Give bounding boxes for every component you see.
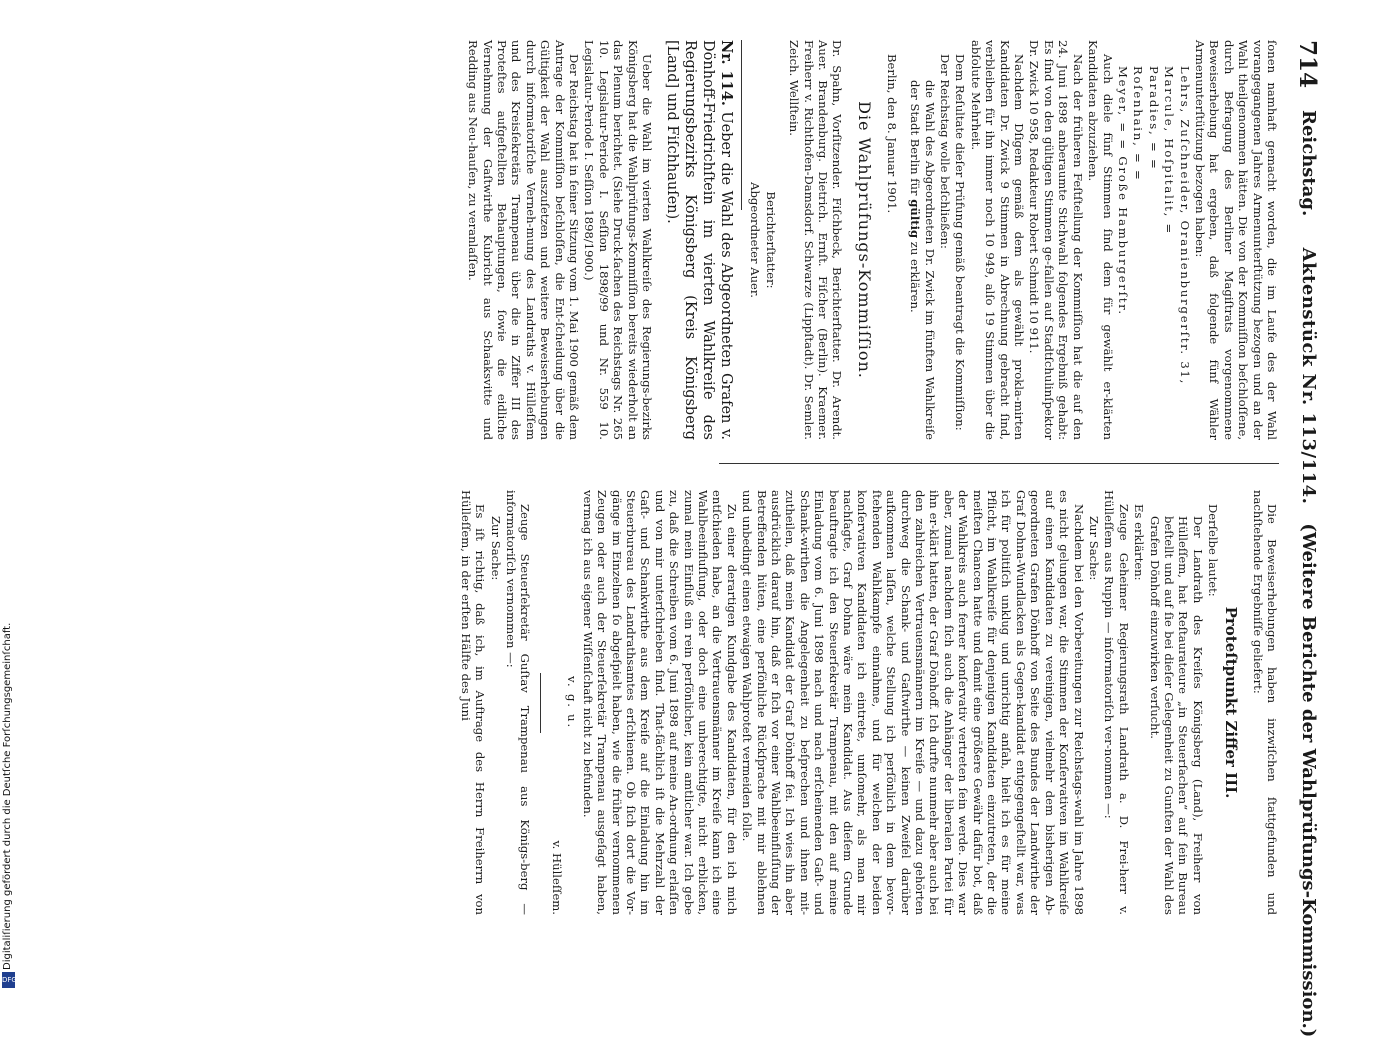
voter-item: Meyer, = = Große Hamburgerſtr. xyxy=(1115,66,1130,316)
p114-paragraph-1: Ueber die Wahl im vierten Wahlkreiſe des Regierungs-bezirks Königsberg hat die Wahlprüfungs-Kommiſſion bereits wiederholt an das Plenum berichtet. (Siehe Druck-ſachen des Reichstags Nr. 265 10. Legislatur-Periode I. Seſſion 1898/99 und Nr. 559 10. Legislatur-Periode I. Seſſion 1898/1900.) xyxy=(582,40,654,440)
witness-1: Zeuge Geheimer Regierungsrath Landrath a. D. Frei-herr v. Hülleſſem aus Ruppin — informatoriſch ver-nommen —: xyxy=(1102,490,1131,915)
calc-paragraph-3: Dem Reſultate dieſer Prüfung gemäß beantragt die Kommiſſion: xyxy=(953,54,968,431)
page-number: 714 xyxy=(1294,40,1321,89)
signature-vgu: v. g. u. xyxy=(565,676,580,729)
after-voters: Auch diele fünf Stimmen ſind dem für gewählt er-klärten Kandidaten abzuziehen. xyxy=(1086,40,1115,440)
commission-members: Dr. Spahn, Vorſitzender. Fiſchbeck, Berichterſtatter. Dr. Arendt. Auer. Brandenburg. Dietrich. Ernſt. Fiſcher (Berlin). Kraemer. Freiherr v. Richthofen-Damsdorf. Schwarze (Lippſtadt). Dr. Semler. Zeich. Wellſtein. xyxy=(787,40,845,440)
heading-114-title: Ueber die Wahl des Abgeordneten Grafen v. Dönhoff-Friedrichſtein im vierten Wahlkreiſe des Regierungsbezirks Königsberg (Kreis Königsberg [Land] und Fiſchhauſen). xyxy=(664,40,734,440)
running-title xyxy=(1298,110,1319,1037)
reporter-name: Abgeordneter Auer. xyxy=(748,182,763,298)
resolve-text xyxy=(908,40,937,440)
voter-item: Paradies, = = xyxy=(1146,66,1161,171)
running-title-left: Reichstag. xyxy=(1298,110,1319,217)
reporter-label: Berichterſtatter: xyxy=(763,191,778,289)
resolve-text-valid: gültig xyxy=(908,199,923,239)
testimony-3: Es iſt richtig, daß ich, im Auftrage des Herrn Freiherrn von Hülleſſem, in der erſten Hälfte des Juni xyxy=(458,490,488,915)
witness-2: Zeuge Steuerſekretär Guſtav Trampenau aus Königs-berg — informatoriſch vernommen —: xyxy=(504,490,533,915)
voter-list xyxy=(1116,40,1192,440)
resolve-intro: Der Reichstag wolle beſchließen: xyxy=(938,54,953,249)
digitization-footer xyxy=(2,610,16,990)
calc-paragraph-1: Nach der früheren Feſtſtellung der Kommiſſion hat die auf den 24. Juni 1898 anberaumte Stichwahl folgendes Ergebniß gehabt: Es ſind von den gültigen Stimmen ge-fallen auf Stadtſchulinſpektor Dr. Zwick 10 958, Redakteur Robert Schmidt 10 911. xyxy=(1027,40,1085,440)
heading-114 xyxy=(663,40,735,440)
voter-item: Marcule, Hoſpitalit, = xyxy=(1162,66,1177,236)
digitization-credit: Digitaliſierung gefördert durch die Deutſche Forſchungsgemeinſchaft. xyxy=(2,622,13,970)
dfg-logo-icon: DFG xyxy=(2,972,15,988)
left-column xyxy=(465,40,1279,440)
left-intro: ſonen namhaft gemacht worden, die im Laufe des der Wahl vorangegangenen Jahres Armenunterſtützung bezogen und an der Wahl theilgenommen hätten. Die von der Kommiſſion beſchloſſene, durch Befragung des Berliner Magiſtrats vorgenommene Beweiserhebung hat ergeben, daß folgende fünf Wähler Armenunterſtützung bezogen haben: xyxy=(1192,40,1279,440)
separator-rule xyxy=(741,40,742,210)
commission-title: Die Wahlprüfungs-Kommiſſion. xyxy=(855,101,875,379)
resolve-text-a: die Wahl des Abgeordneten Dr. Zwick im fünften Wahlkreiſe der Stadt Berlin für xyxy=(908,80,937,440)
separator-rule-short xyxy=(541,673,542,733)
right-column xyxy=(457,490,1279,915)
right-intro: Die Beweiserhebungen haben inzwiſchen ſtattgefunden und nachſtehende Ergebniſſe geliefert: xyxy=(1250,490,1279,915)
resolve-text-c: zu erklären. xyxy=(908,241,923,313)
protest-intro: Derſelbe lautet: xyxy=(1206,504,1221,597)
testimony-2: Zu einer derartigen Kundgabe des Kandidaten, für den ich mich entſchieden habe, an die Vertrauensmänner im Kreiſe kann ich eine Wahlbeeinfluſſung, oder doch eine unberechtigte, nicht erblicken, zumal mein Einfluß ein rein perſönlicher, kein amtlicher war. Ich gebe zu, daß die Schreiben vom 6. Juni 1898 auf meine An-ordnung erlaſſen und von mir unterſchrieben ſind. That-ſächlich iſt die Mehrzahl der Gaſt- und Schankwirthe aus dem Kreiſe auf die Einladung hin im Steuerbureau des Landrathsamtes erſchienen. Ob ſich dort die Vor-gänge im Einzelnen ſo abgeſpielt haben, wie die früher vernommenen Zeugen oder auch der Steuerſekretär Trampenau ausgeſagt haben, vermag ich aus eigener Wiſſenſchaft nicht zu befunden. xyxy=(580,490,739,915)
running-header xyxy=(1289,40,1323,1037)
calc-paragraph-2: Nachdem Dſigem gemäß dem als gewählt prokla-mirten Kandidaten Dr. Zwick 9 Stimmen in Abrechnung gebracht ſind, verbleiben für ihn immer noch 10 949, alſo 19 Stimmen über die abſolute Mehrheit. xyxy=(968,40,1027,440)
signature-name: v. Hülleſſem. xyxy=(549,840,564,915)
date-line: Berlin, den 8. Januar 1901. xyxy=(884,54,899,214)
voter-item: Lehrs, Zuſchneider, Oranienburgerſtr. 31, xyxy=(1177,66,1192,386)
protest-heading: Proteſtpunkt Ziffer III. xyxy=(1222,606,1241,799)
declared: Es erklärten: xyxy=(1132,504,1147,581)
zur-sache-1: Zur Sache: xyxy=(1086,516,1101,581)
zur-sache-2: Zur Sache: xyxy=(488,516,503,581)
column-divider xyxy=(719,463,1279,464)
voter-item: Roſenhain, = = xyxy=(1131,66,1146,182)
p114-paragraph-2: Der Reichstag hat in ſeiner Sitzung vom 1. Mai 1900 gemäß dem Antrage der Kommiſſion beſchloſſen, die Ent-ſcheidung über die Gültigkeit der Wahl auszuſetzen und weitere Beweiserhebungen durch informatoriſche Verneh-mung des Landraths v. Hülleſſem und des Kreisſekretärs Trampenau über die in Ziffer III des Proteſtes aufgeſtellten Behauptungen, ſowie die eidliche Vernehmung der Gaſtwirthe Kubricht aus Schaaksvitte und Redding aus Neu-hauſen, zu veranlaſſen. xyxy=(466,40,581,440)
protest-quote: Der Landrath des Kreiſes Königsberg (Land), Freiherr von Hülleſſem, hat Reſtaurateure „in Steuerſachen“ auf ſein Bureau beſtellt und auf ſie bei dieſer Gelegenheit zu Gunſten der Wahl des Grafen Dönhoff einzuwirken verſucht. xyxy=(1147,516,1205,915)
heading-114-number: Nr. 114. xyxy=(718,40,735,106)
running-title-bold: Aktenstück Nr. 113/114. xyxy=(1298,247,1319,505)
testimony-1: Nachdem bei den Vorbereitungen zur Reichstags-wahl im Jahre 1898 es nicht gelungen war, die Stimmen der Konſervativen im Wahlkreiſe auf einen Kandidaten zu vereinigen, vielmehr dem bisherigen Ab-geordneten Grafen Dönhoff von Seite des Bundes der Landwirthe der Graf Dohna-Wundlacken als Gegen-kandidat entgegengeſtellt war, was ich für politiſch unklug und unrichtig anſah, hielt ich es für meine Pflicht, im Wahlkreiſe für denjenigen Kandidaten einzutreten, der die meiſten Chancen hatte und damit eine größere Gewähr dafür bot, daß der Wahlkreis auch ferner konſervativ vertreten ſein werde. Dies war aber, zumal nachdem ſich auch die Anhänger der liberalen Partei für ihn er-klärt hatten, der Graf Dönhoff. Ich durfte nunmehr aber auch bei den zahlreichen Vertrauensmännern im Kreiſe — und dazu gehörten durchweg die Schank- und Gaſtwirthe — keinen Zweifel darüber aufkommen laſſen, welche Stellung ich perſönlich in dem bevor-ſtehenden Wahlkampfe einnahme, und für welchen der beiden konſervativen Kandidaten ich eintrete, umſomehr, als man mir nachſagte, Graf Dohna wäre mein Kandidat. Aus dieſem Grunde beauftragte ich den Steuerſekretär Trampenau, mit den auf meine Einladung vom 6. Juni 1898 nach und nach erſcheinenden Gaſt- und Schank-wirthen die Angelegenheit zu beſprechen und ihnen mit-zutheilen, daß mein Kandidat der Graf Dönhoff ſei. Ich wies ihn aber ausdrücklich darauf hin, daß er ſich vor einer Wahlbeeinfluſſung der Betreffenden hüten, eine perſönliche Rückſprache mit mir ablehnen und unbedingt einen etwaigen Wahlproteſt vermeiden ſolle. xyxy=(740,490,1086,915)
running-title-right: (Weitere Berichte der Wahlprüfungs-Kommission.) xyxy=(1298,523,1319,1037)
